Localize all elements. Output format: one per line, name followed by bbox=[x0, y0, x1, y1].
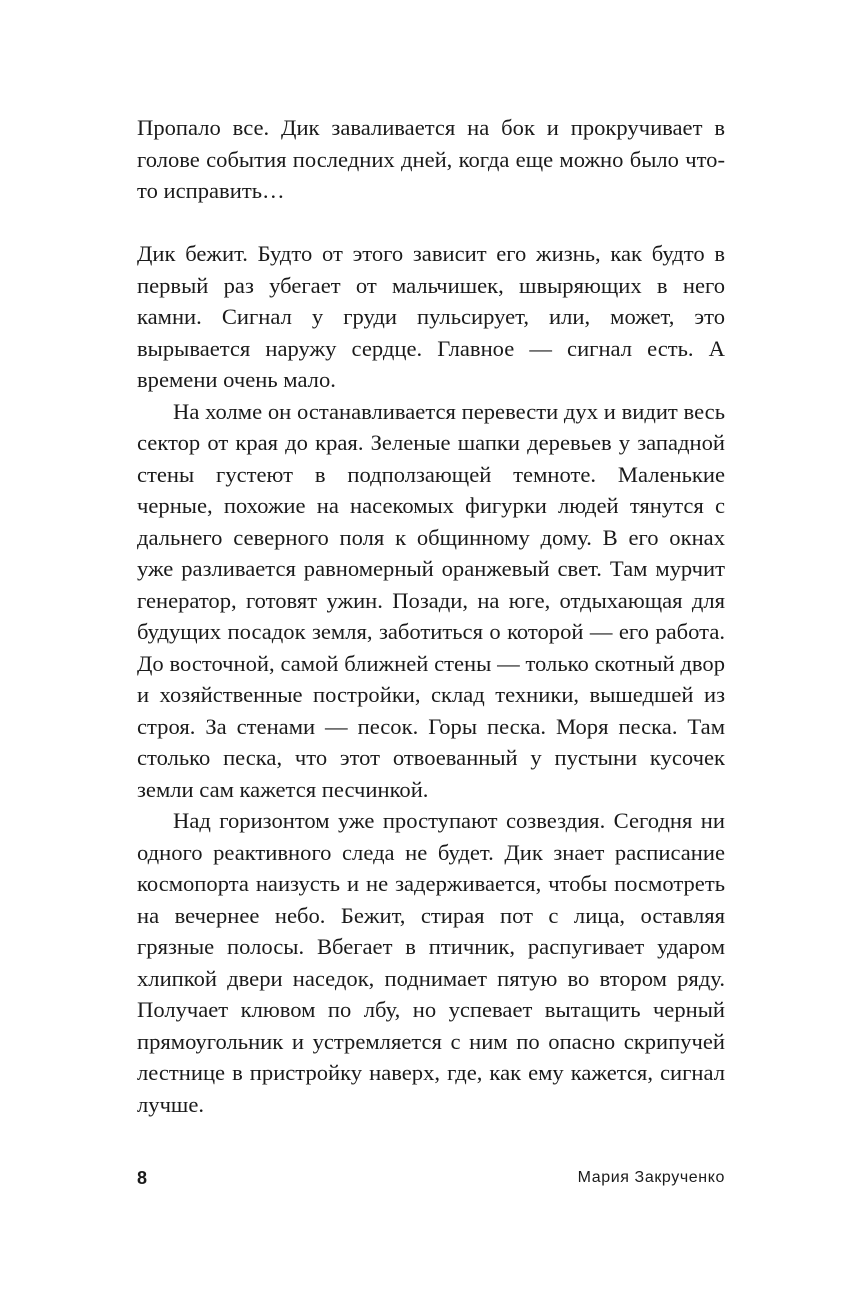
paragraph-1: Дик бежит. Будто от этого зависит его жизнь, как будто в первый раз убегает от мальчишек, швыряющих в него камни. Сигнал у груди пульсирует, или, может, это вырывается наружу сердце. Главное — сигнал есть. А времени очень мало. bbox=[137, 241, 725, 392]
main-text-block bbox=[137, 238, 725, 1120]
page-number: 8 bbox=[137, 1168, 148, 1188]
author-name: Мария Закрученко bbox=[577, 1169, 725, 1186]
paragraph-3: Над горизонтом уже проступают созвездия. Сегодня ни одного реактивного следа не будет. Дик знает расписание космопорта наизусть и не задерживается, чтобы посмотреть на вечернее небо. Бежит, стирая пот с лица, оставляя грязные полосы. Вбегает в птичник, распугивает ударом хлипкой двери наседок, поднимает пятую во втором ряду. Получает клювом по лбу, но успевает вытащить черный прямоугольник и устремляется с ним по опасно скрипучей лестнице в пристройку наверх, где, как ему кажется, сигнал лучше. bbox=[137, 808, 725, 1117]
opening-text-block bbox=[137, 112, 725, 207]
page-footer bbox=[137, 1168, 725, 1192]
paragraph-opening: Пропало все. Дик заваливается на бок и прокручивает в голове события последних дней, когда еще можно было что-то исправить… bbox=[137, 115, 725, 203]
paragraph-2: На холме он останавливается перевести дух и видит весь сектор от края до края. Зеленые шапки деревьев у западной стены густеют в подползающей темноте. Маленькие черные, похожие на насекомых фигурки людей тянутся с дальнего северного поля к общинному дому. В его окнах уже разливается равномерный оранжевый свет. Там мурчит генератор, готовят ужин. Позади, на юге, отдыхающая для будущих посадок земля, заботиться о которой — его работа. До восточной, самой ближней стены — только скотный двор и хозяйственные постройки, склад техники, вышедшей из строя. За стенами — песок. Горы песка. Моря песка. Там столько песка, что этот отвоеванный у пустыни кусочек земли сам кажется песчинкой. bbox=[137, 398, 725, 802]
